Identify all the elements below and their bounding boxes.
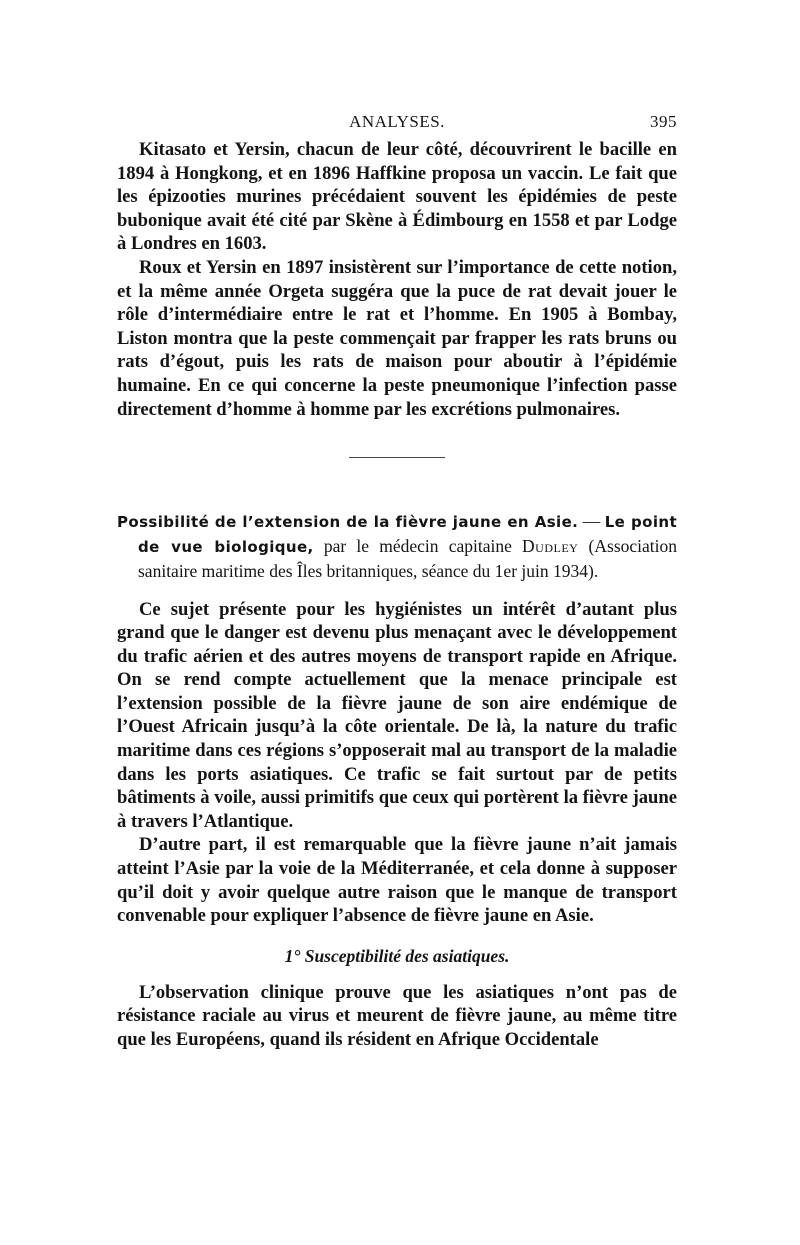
- section-heading: 1° Susceptibilité des asiatiques.: [284, 945, 510, 966]
- document-page: [117, 112, 677, 1052]
- article-title: Possibilité de l’extension de la fièvre jaune en Asie.: [117, 513, 579, 532]
- article-subtitle: Le point de vue biologique,: [138, 513, 678, 556]
- article-source: (Association sanitaire maritime des Îles britanniques, séance du 1er juin 1934).: [138, 535, 677, 581]
- title-separator: —: [578, 511, 605, 532]
- author-prefix: par le médecin capitaine: [313, 535, 523, 556]
- article-body: [117, 598, 677, 1052]
- article-heading: [117, 510, 677, 583]
- section-divider: [349, 457, 445, 458]
- article-paragraph-1: Ce sujet présente pour les hygiénistes un intérêt d’autant plus grand que le danger est devenu plus menaçant avec le développement du trafic aérien et des autres moyens de transport rapide en Afrique. On se rend compte actuellement que la menace principale est l’extension possible de la fièvre jaune de son aire endémique de l’Ouest Africain jusqu’à la côte orientale. De là, la nature du trafic maritime dans ces régions s’opposerait mal au transport de la maladie dans les ports asiatiques. Ce trafic se fait surtout par de petits bâtiments à voile, aussi primitifs que ceux qui portèrent la fièvre jaune à travers l’Atlantique.: [117, 598, 677, 832]
- page-number: 395: [650, 112, 677, 131]
- article-paragraph-2: D’autre part, il est remarquable que la fièvre jaune n’ait jamais atteint l’Asie par la voie de la Méditerranée, et cela donne à supposer qu’il doit y avoir quelque autre raison que le manque de transport convenable pour expliquer l’absence de fièvre jaune en Asie.: [117, 834, 677, 927]
- header-title: ANALYSES.: [349, 112, 445, 131]
- running-header: [117, 112, 677, 138]
- article-author: Dudley: [522, 535, 579, 556]
- intro-paragraph-1: Kitasato et Yersin, chacun de leur côté, découvrirent le bacille en 1894 à Hongkong, et en 1896 Haffkine proposa un vaccin. Le fait que les épizooties murines précédaient souvent les épidémies de peste bubonique avait été cité par Skène à Édimbourg en 1558 et par Lodge à Londres en 1603.: [117, 139, 677, 255]
- intro-section: [117, 138, 677, 421]
- section-paragraph: L’observation clinique prouve que les asiatiques n’ont pas de résistance raciale au virus et meurent de fièvre jaune, au même titre que les Européens, quand ils résident en Afrique Occidentale: [117, 981, 677, 1051]
- intro-paragraph-2: Roux et Yersin en 1897 insistèrent sur l’importance de cette notion, et la même année Orgeta suggéra que la puce de rat devait jouer le rôle d’intermédiaire entre le rat et l’homme. En 1905 à Bombay, Liston montra que la peste commençait par frapper les rats bruns ou rats d’égout, puis les rats de maison pour aboutir à l’épidémie humaine. En ce qui concerne la peste pneumonique l’infection passe directement d’homme à homme par les excrétions pulmonaires.: [117, 256, 677, 420]
